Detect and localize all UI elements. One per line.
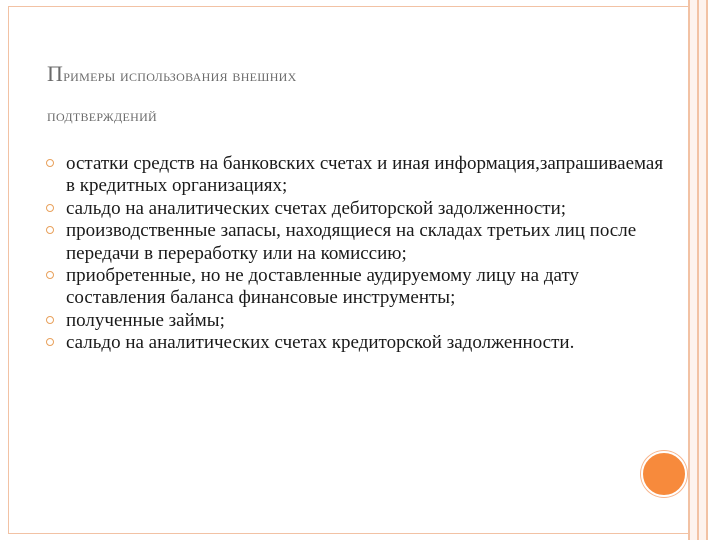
hollow-circle-bullet-icon [46,226,54,234]
hollow-circle-bullet-icon [46,159,54,167]
bullet-text: сальдо на аналитических счетах дебиторской задолженности; [66,197,567,219]
bullet-list [46,153,666,355]
title-line-1 [47,54,667,96]
hollow-circle-bullet-icon [46,271,54,279]
bullet-item-loans [46,310,666,332]
bullet-text: остатки средств на банковских счетах и иная информация,запрашиваемая в кредитных организациях; [66,153,664,197]
bullet-text: сальдо на аналитических счетах кредиторской задолженности. [66,332,575,354]
hollow-circle-bullet-icon [46,316,54,324]
side-band-line [697,0,699,540]
bullet-item-inventory [46,220,666,265]
orange-circle-decoration [641,451,687,497]
bullet-item-payables [46,332,666,354]
hollow-circle-bullet-icon [46,338,54,346]
bullet-text: полученные займы; [66,309,225,331]
bullet-item-receivables [46,198,666,220]
bullet-item-bank-balances [46,153,666,198]
hollow-circle-bullet-icon [46,204,54,212]
title-line-1-text: римеры использования внешних [63,66,297,85]
title-line-2: подтверждений [47,106,158,125]
bullet-text: производственные запасы, находящиеся на складах третьих лиц после передачи в переработку или на комиссию; [66,220,637,264]
side-decorative-band [688,0,708,540]
bullet-text: приобретенные, но не доставленные аудируемому лицу на дату составления баланса финансовые инструменты; [66,265,579,309]
title-first-letter: П [47,61,64,86]
bullet-item-financial-instruments [46,265,666,310]
slide-title [47,54,667,136]
